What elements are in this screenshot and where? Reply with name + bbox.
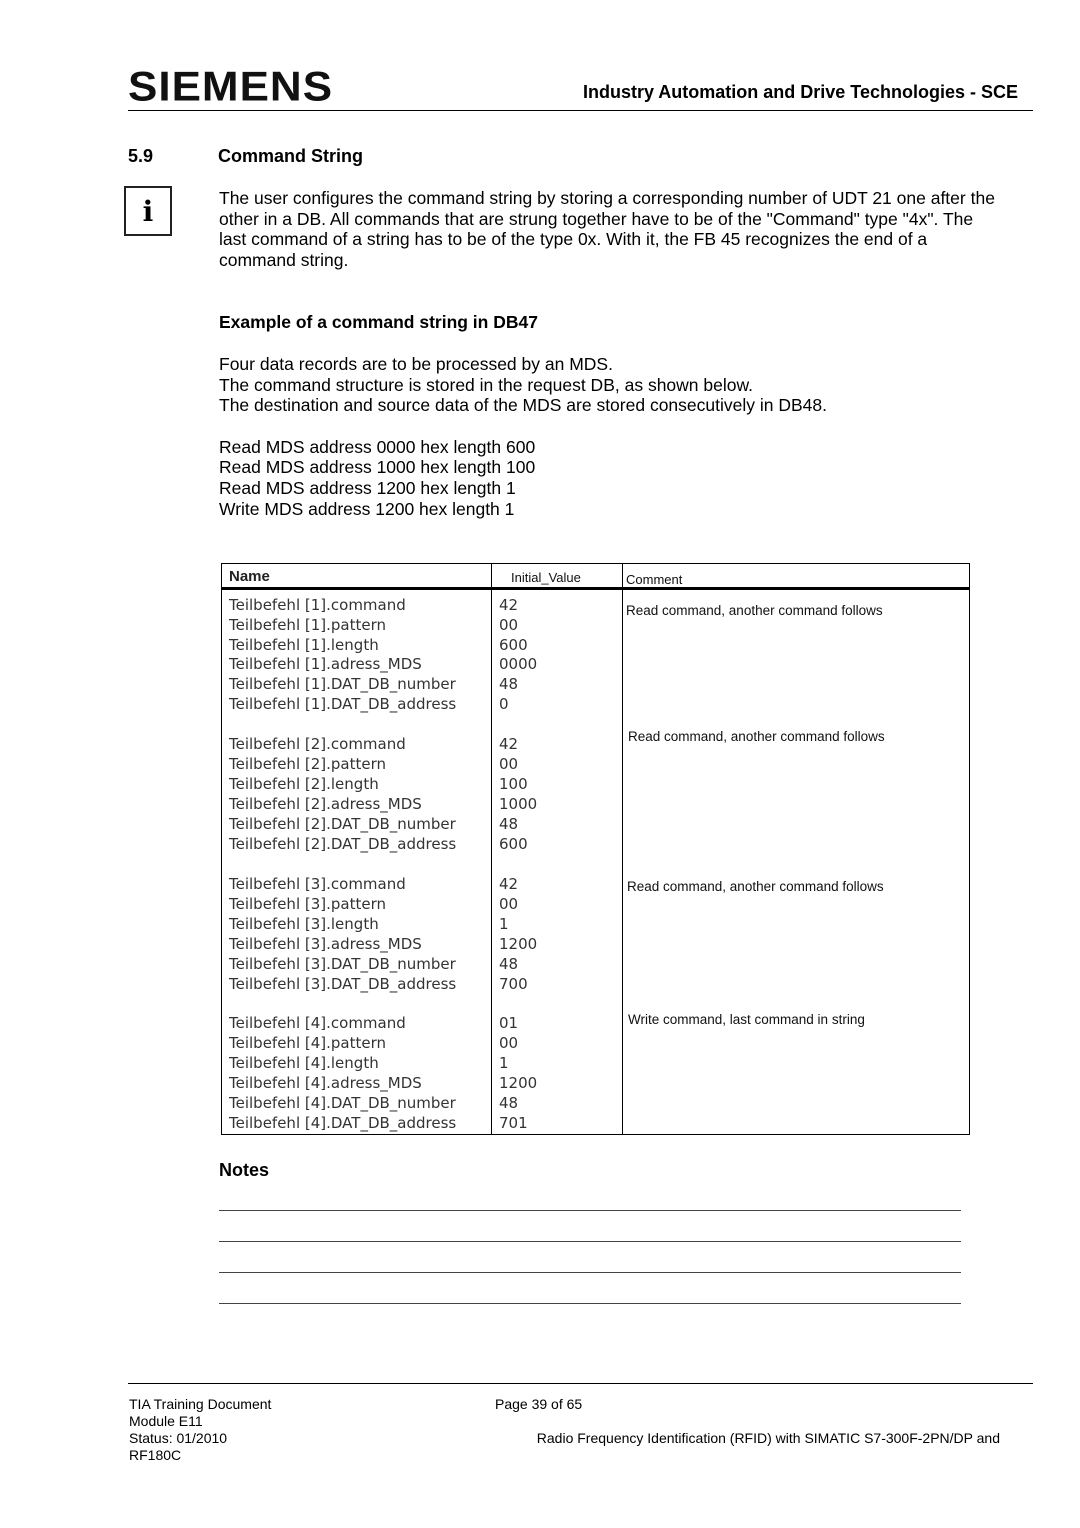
table-row-value: 48 bbox=[499, 1094, 519, 1112]
column-header-name: Name bbox=[229, 568, 270, 585]
table-row-name: Teilbefehl [4].DAT_DB_address bbox=[229, 1114, 457, 1132]
table-row-name: Teilbefehl [1].DAT_DB_number bbox=[229, 675, 456, 693]
table-row-value: 600 bbox=[499, 835, 528, 853]
table-row-value: 1000 bbox=[499, 795, 538, 813]
table-row-name: Teilbefehl [3].pattern bbox=[229, 895, 387, 913]
operation-line: Read MDS address 1200 hex length 1 bbox=[219, 478, 516, 498]
table-row-value: 600 bbox=[499, 636, 528, 654]
table-row-value: 1200 bbox=[499, 935, 538, 953]
operation-line: Read MDS address 0000 hex length 600 bbox=[219, 437, 536, 457]
intro-paragraph bbox=[219, 188, 1034, 270]
footer-divider bbox=[128, 1383, 1033, 1384]
notes-heading: Notes bbox=[219, 1160, 270, 1180]
table-column-divider bbox=[491, 563, 492, 1135]
footer-subject: Radio Frequency Identification (RFID) with SIMATIC S7-300F-2PN/DP and bbox=[536, 1430, 1000, 1446]
table-row-value: 1 bbox=[499, 1054, 509, 1072]
table-column-divider bbox=[622, 563, 623, 1135]
operation-line: Read MDS address 1000 hex length 100 bbox=[219, 457, 536, 477]
footer-page: Page 39 of 65 bbox=[495, 1396, 583, 1412]
table-row-name: Teilbefehl [4].length bbox=[229, 1054, 379, 1072]
header-divider bbox=[128, 110, 1033, 111]
intro-line: command string. bbox=[219, 249, 349, 270]
section-title: Command String bbox=[218, 146, 364, 166]
table-row-value: 48 bbox=[499, 675, 519, 693]
section-number: 5.9 bbox=[128, 146, 154, 166]
table-row-name: Teilbefehl [4].DAT_DB_number bbox=[229, 1094, 456, 1112]
table-row-comment: Read command, another command follows bbox=[628, 729, 885, 744]
table-row-value: 01 bbox=[499, 1014, 519, 1032]
table-header-divider bbox=[221, 587, 970, 590]
table-row-name: Teilbefehl [4].command bbox=[229, 1014, 406, 1032]
table-row-value: 1 bbox=[499, 915, 509, 933]
table-row-value: 42 bbox=[499, 735, 519, 753]
table-row-value: 100 bbox=[499, 775, 528, 793]
table-row-name: Teilbefehl [2].DAT_DB_address bbox=[229, 835, 457, 853]
note-line bbox=[219, 1272, 961, 1273]
column-header-comment: Comment bbox=[626, 572, 683, 587]
table-row-name: Teilbefehl [1].length bbox=[229, 636, 379, 654]
table-row-name: Teilbefehl [3].command bbox=[229, 875, 406, 893]
table-row-name: Teilbefehl [3].DAT_DB_address bbox=[229, 975, 457, 993]
footer-status: Status: 01/2010 bbox=[129, 1430, 228, 1446]
intro-line: last command of a string has to be of the type 0x. With it, the FB 45 recognizes the end of a bbox=[219, 229, 928, 250]
info-glyph: i bbox=[142, 194, 154, 228]
table-row-name: Teilbefehl [3].DAT_DB_number bbox=[229, 955, 456, 973]
table-row-name: Teilbefehl [4].pattern bbox=[229, 1034, 387, 1052]
table-row-value: 00 bbox=[499, 755, 519, 773]
table-row-value: 00 bbox=[499, 616, 519, 634]
table-row-name: Teilbefehl [1].DAT_DB_address bbox=[229, 695, 457, 713]
table-row-name: Teilbefehl [1].pattern bbox=[229, 616, 387, 634]
header-title: Industry Automation and Drive Technologies - SCE bbox=[582, 82, 1018, 102]
description-line: The command structure is stored in the request DB, as shown below. bbox=[219, 375, 754, 395]
table-row-value: 42 bbox=[499, 596, 519, 614]
table-row-value: 0000 bbox=[499, 655, 538, 673]
table-row-name: Teilbefehl [2].command bbox=[229, 735, 406, 753]
table-row-value: 701 bbox=[499, 1114, 528, 1132]
table-row-name: Teilbefehl [3].adress_MDS bbox=[229, 935, 422, 953]
footer-code: RF180C bbox=[129, 1447, 182, 1463]
table-row-name: Teilbefehl [4].adress_MDS bbox=[229, 1074, 422, 1092]
footer-doc: TIA Training Document bbox=[129, 1396, 272, 1412]
table-row-value: 48 bbox=[499, 955, 519, 973]
table-row-comment: Write command, last command in string bbox=[628, 1012, 865, 1027]
info-icon bbox=[124, 186, 172, 236]
footer-module: Module E11 bbox=[129, 1413, 203, 1429]
table-row-name: Teilbefehl [1].command bbox=[229, 596, 406, 614]
operation-line: Write MDS address 1200 hex length 1 bbox=[219, 499, 515, 519]
intro-line: The user configures the command string by storing a corresponding number of UDT 21 one after the bbox=[219, 188, 995, 208]
siemens-logo: SIEMENS bbox=[128, 63, 334, 110]
table-row-comment: Read command, another command follows bbox=[627, 879, 884, 894]
table-row-name: Teilbefehl [2].adress_MDS bbox=[229, 795, 422, 813]
table-row-value: 00 bbox=[499, 895, 519, 913]
table-row-value: 00 bbox=[499, 1034, 519, 1052]
intro-line: other in a DB. All commands that are strung together have to be of the "Command" type "4x". The bbox=[219, 208, 974, 229]
table-row-comment: Read command, another command follows bbox=[626, 603, 883, 618]
description-line: The destination and source data of the MDS are stored consecutively in DB48. bbox=[219, 395, 827, 415]
note-line bbox=[219, 1210, 961, 1211]
table-row-name: Teilbefehl [3].length bbox=[229, 915, 379, 933]
table-row-value: 42 bbox=[499, 875, 519, 893]
table-row-value: 48 bbox=[499, 815, 519, 833]
table-row-name: Teilbefehl [2].length bbox=[229, 775, 379, 793]
example-heading: Example of a command string in DB47 bbox=[219, 312, 538, 332]
description-line: Four data records are to be processed by an MDS. bbox=[219, 354, 613, 374]
table-row-name: Teilbefehl [1].adress_MDS bbox=[229, 655, 422, 673]
table-row-value: 0 bbox=[499, 695, 509, 713]
note-line bbox=[219, 1241, 961, 1242]
column-header-initial-value: Initial_Value bbox=[511, 570, 581, 585]
table-row-name: Teilbefehl [2].pattern bbox=[229, 755, 387, 773]
table-row-name: Teilbefehl [2].DAT_DB_number bbox=[229, 815, 456, 833]
note-line bbox=[219, 1303, 961, 1304]
table-row-value: 700 bbox=[499, 975, 528, 993]
table-row-value: 1200 bbox=[499, 1074, 538, 1092]
